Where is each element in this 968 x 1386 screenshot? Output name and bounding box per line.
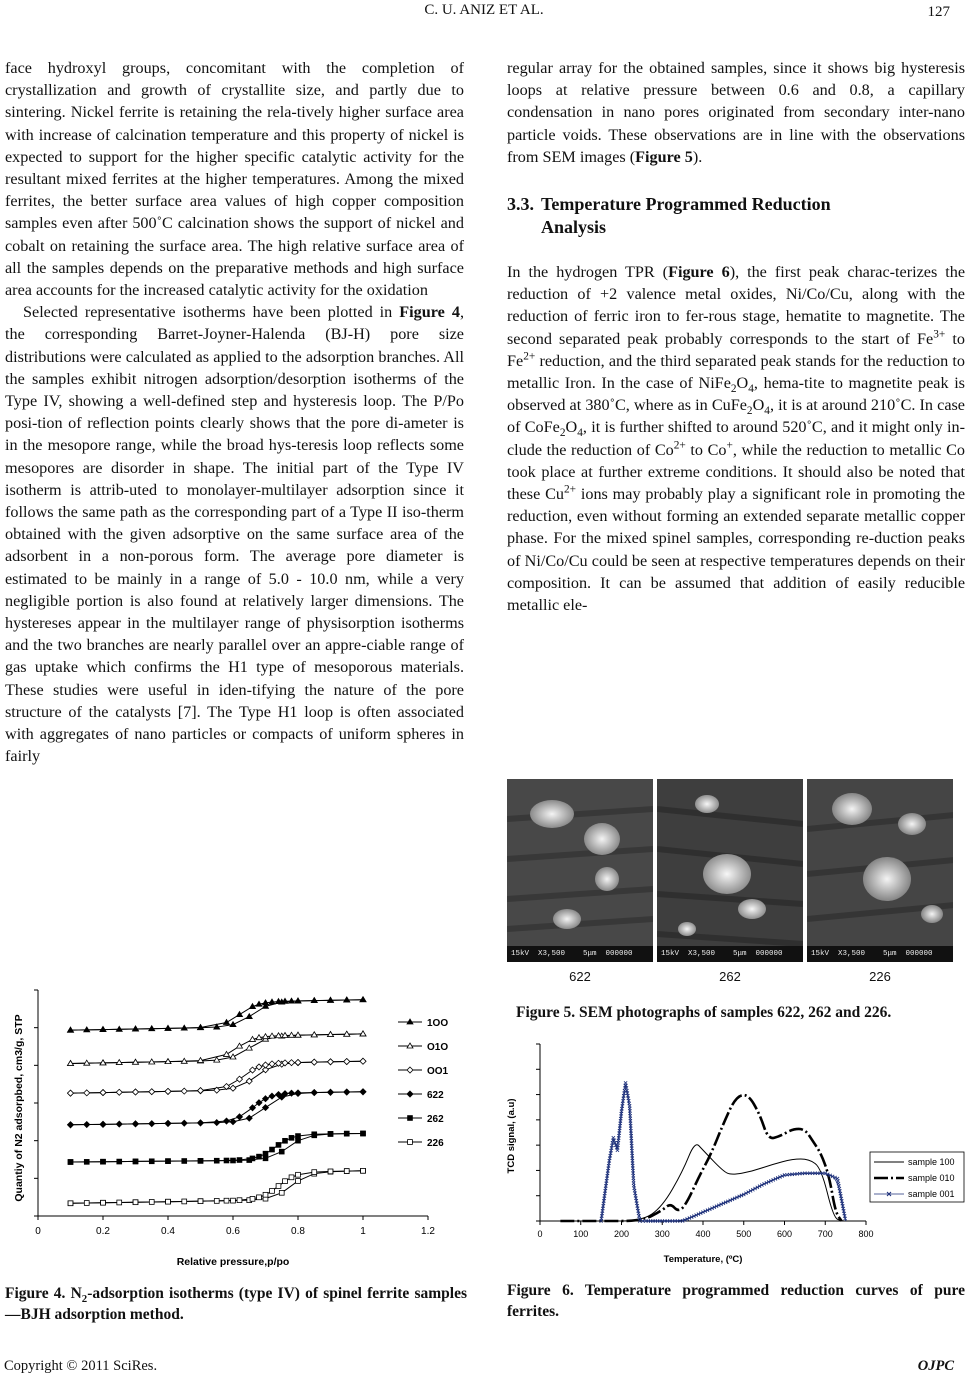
data-point-diamond (133, 1121, 139, 1127)
data-point-diamond (237, 1114, 243, 1120)
data-point-square (117, 1200, 122, 1205)
sem-image-262 (657, 779, 803, 962)
isotherm-desorption-line (71, 1133, 364, 1162)
data-point-diamond (246, 1078, 252, 1084)
data-point-diamond (344, 1089, 350, 1095)
data-point-triangle (224, 1019, 230, 1024)
x-tick-label: 1 (360, 1226, 366, 1237)
data-point-square (149, 1200, 154, 1205)
x-tick-label: 800 (858, 1229, 874, 1239)
x-tick-label: 0.6 (226, 1226, 240, 1237)
data-point-diamond (360, 1089, 366, 1095)
paragraph-hysteresis (507, 57, 965, 168)
sem-scale-bar: 15kV X3,500 5μm 000000 (657, 946, 803, 962)
caption-text: -adsorption isotherms (type IV) of spinel ferrite samples—BJH adsorption method. (5, 1285, 467, 1323)
data-point-square (344, 1169, 349, 1174)
data-point-diamond (407, 1067, 413, 1073)
data-point-square (250, 1156, 255, 1161)
sem-image-226 (807, 779, 953, 962)
data-point-square (68, 1201, 73, 1206)
x-tick-label: 500 (736, 1229, 752, 1239)
data-point-square (231, 1158, 236, 1163)
superscript: 2+ (523, 350, 536, 363)
data-point-square (84, 1159, 89, 1164)
subscript: 2 (81, 1293, 88, 1306)
sem-label-622: 622 (569, 969, 591, 984)
running-header-author: C. U. ANIZ ET AL. (424, 2, 544, 18)
text-run: , the corresponding Barret-Joyner-Halenda (BJ-H) pore size distributions were calculated as applied to the adsorption branches. All the samples exhibit nitrogen adsorption/desorption isotherms of the Type IV, showing a well-defined step and hysteresis loop. The P/Po posi-tion of reflection points clearly shows that the pore di-ameter is in the mesopore range, while the broad hys-teresis loop reflects some mesopores are disorder in shape. The initial part of the Type IV isotherm is attrib-uted to monolayer-multilayer adsorption since it follows the same path as the corresponding part of a Type II iso-therm obtained with the given adsorptive on the same surface area of the adsorbent in a non-porous form. The average pore diameter is estimated to be mainly in a range of 5.0 - 10.0 nm, while a very negligible portion is also found at relatively larger dimensions. The hystereses appear in the multilayer range of physisorption isotherms and the two branches are nearly parallel over an appre-ciable range of gas uptake which confirms the H1 type of mesoporous materials. These studies were useful in iden-tifying the nature of the pore structure of the catalysts [7]. The Type H1 loop is often associated with aggregates of nano particles or compacts of uniform spheres in fairly (5, 303, 464, 766)
data-point-square (250, 1196, 255, 1201)
data-point-diamond (289, 1060, 295, 1066)
sem-texture (507, 779, 653, 962)
data-point-square (361, 1168, 366, 1173)
sem-label-262: 262 (719, 969, 741, 984)
data-point-square (263, 1151, 268, 1156)
x-tick-label: 100 (573, 1229, 589, 1239)
text-run: Selected representative isotherms have been plotted in (23, 303, 400, 322)
data-point-square (312, 1132, 317, 1137)
figure-6-tpr-chart (500, 1036, 968, 1268)
paragraph-isotherms (5, 301, 464, 767)
x-axis-label: Temperature, (ºC) (663, 1254, 743, 1265)
x-tick-label: 1.2 (421, 1226, 435, 1237)
data-point-diamond (84, 1122, 90, 1128)
x-tick-label: 0 (35, 1226, 41, 1237)
data-point-square (224, 1158, 229, 1163)
text-run: O (565, 418, 578, 437)
data-point-square (270, 1189, 275, 1194)
superscript: 2+ (673, 439, 686, 452)
chart-axes (536, 1044, 874, 1239)
page-number: 127 (927, 4, 950, 20)
figure-5-sem-panel (507, 779, 965, 991)
sem-texture (807, 779, 953, 962)
data-point-square (101, 1159, 106, 1164)
data-point-square (296, 1179, 301, 1184)
data-point-square (166, 1159, 171, 1164)
data-point-diamond (230, 1085, 236, 1091)
data-point-diamond (263, 1096, 269, 1102)
data-point-square (257, 1154, 262, 1159)
data-point-square (289, 1175, 294, 1180)
data-point-triangle (360, 997, 366, 1002)
data-point-square (214, 1158, 219, 1163)
data-point-diamond (295, 1090, 301, 1096)
data-point-square (312, 1170, 317, 1175)
running-header (0, 0, 968, 30)
data-point-triangle (246, 1014, 252, 1019)
figure-6-reference[interactable]: Figure 6 (668, 263, 730, 282)
data-point-diamond (256, 1064, 262, 1070)
data-point-square (283, 1138, 288, 1143)
sem-scale-bar: 15kV X3,500 5μm 000000 (807, 946, 953, 962)
data-point-diamond (344, 1059, 350, 1065)
data-point-square (237, 1198, 242, 1203)
section-number: 3.3. (507, 194, 534, 215)
data-point-square (117, 1159, 122, 1164)
sem-scale-bar: 15kV X3,500 5μm 000000 (507, 946, 653, 962)
figure-6-caption: Figure 6. Temperature programmed reduction curves of pure ferrites. (507, 1282, 965, 1320)
text-run: regular array for the obtained samples, since it shows big hysteresis loops at relative pressure between 0.6 and 0.8, a capillary condensation in nano pores originated from secondary inter-nano particle voids. These observations are in line with the observations from SEM images ( (507, 59, 965, 166)
data-point-triangle (237, 1012, 243, 1017)
text-run: , while the reduction to metallic Co took place at further extreme conditions. It should also be noted that these Cu (507, 440, 965, 504)
x-tick-label: 0.8 (291, 1226, 305, 1237)
data-point-square (231, 1198, 236, 1203)
legend-label: 622 (427, 1090, 444, 1101)
x-tick-label: 600 (776, 1229, 793, 1239)
data-point-square (224, 1198, 229, 1203)
data-point-diamond (116, 1089, 122, 1095)
superscript: + (726, 439, 733, 452)
data-point-diamond (214, 1120, 220, 1126)
data-point-square (133, 1200, 138, 1205)
legend-label: sample 010 (908, 1173, 955, 1183)
chart-series (560, 1081, 847, 1222)
superscript: 3+ (933, 328, 946, 341)
figure-5-caption: Figure 5. SEM photographs of samples 622, 262 and 226. (516, 1004, 892, 1021)
data-point-diamond (311, 1059, 317, 1065)
data-point-diamond (328, 1089, 334, 1095)
x-axis-label: Relative pressure,p/po (176, 1256, 290, 1268)
section-title-line-2: Analysis (541, 217, 607, 238)
data-point-square (276, 1143, 281, 1148)
data-point-diamond (198, 1120, 204, 1126)
x-tick-label: 700 (817, 1229, 833, 1239)
legend-label: 262 (427, 1114, 444, 1125)
text-run: O (736, 374, 749, 393)
legend-label: 226 (427, 1138, 444, 1149)
sem-label-226: 226 (869, 969, 891, 984)
data-point-diamond (165, 1120, 171, 1126)
right-column (507, 57, 965, 616)
data-point-diamond (407, 1091, 413, 1097)
data-point-square (84, 1201, 89, 1206)
data-point-triangle (230, 1054, 236, 1059)
text-run: ). (692, 147, 703, 166)
data-point-square (149, 1159, 154, 1164)
data-point-diamond (328, 1059, 334, 1065)
figure-4-caption (5, 1283, 467, 1325)
paragraph-tpr (507, 261, 965, 616)
tpr-curve-sample-001 (601, 1089, 846, 1221)
data-point-square (276, 1184, 281, 1189)
data-point-square (198, 1158, 203, 1163)
data-point-square (344, 1131, 349, 1136)
data-point-diamond (100, 1090, 106, 1096)
data-point-square (296, 1172, 301, 1177)
subscript: 4 (577, 427, 583, 440)
text-run: ions may probably play a significant role in promoting the reduction, even without forming an extended separate metallic copper phase. For the mixed spinel samples, corresponding re-duction peaks of Ni/Co/Cu could be seen at respective temperatures depends on their composition. It can be assumed that addition of easily reducible metallic ele- (507, 485, 966, 615)
text-run: O (752, 396, 765, 415)
data-point-square (214, 1199, 219, 1204)
legend-label: OO1 (427, 1066, 449, 1077)
data-point-square (270, 1147, 275, 1152)
subscript: 2 (746, 405, 753, 418)
chart-legend (398, 1018, 449, 1149)
data-point-square (279, 1149, 284, 1154)
legend-label: 1OO (427, 1018, 449, 1029)
x-tick-label: 300 (654, 1229, 670, 1239)
copyright-notice: Copyright © 2011 SciRes. (4, 1358, 158, 1374)
data-point-triangle (246, 1045, 252, 1050)
data-point-triangle (360, 1031, 366, 1036)
caption-text: Figure 4. N (5, 1285, 82, 1302)
y-axis-label: TCD signal, (a.u) (506, 1098, 517, 1174)
data-point-square (101, 1200, 106, 1205)
figure-5-reference[interactable]: Figure 5 (635, 147, 693, 166)
data-point-square (263, 1192, 268, 1197)
text-run: In the hydrogen TPR ( (507, 263, 669, 282)
data-point-diamond (263, 1105, 269, 1111)
data-point-diamond (84, 1090, 90, 1096)
sem-image-622 (507, 779, 653, 962)
data-point-square (133, 1159, 138, 1164)
isotherm-adsorption-line (71, 1133, 364, 1161)
data-point-diamond (165, 1088, 171, 1094)
subscript: 4 (764, 405, 770, 418)
data-point-square (296, 1138, 301, 1143)
data-point-square (361, 1131, 366, 1136)
data-point-square (237, 1158, 242, 1163)
data-point-diamond (100, 1121, 106, 1127)
x-tick-label: 200 (613, 1229, 630, 1239)
data-point-diamond (133, 1089, 139, 1095)
data-point-square (198, 1199, 203, 1204)
chart-legend (870, 1152, 964, 1202)
x-tick-label: 0.4 (161, 1226, 175, 1237)
data-point-diamond (237, 1076, 243, 1082)
data-point-diamond (181, 1120, 187, 1126)
chart-series (68, 997, 367, 1206)
data-point-diamond (181, 1088, 187, 1094)
data-point-diamond (263, 1062, 269, 1068)
data-point-square (328, 1131, 333, 1136)
data-point-square (289, 1135, 294, 1140)
data-point-square (328, 1169, 333, 1174)
x-tick-label: 400 (695, 1229, 711, 1239)
data-point-diamond (295, 1059, 301, 1065)
section-title-line-1: Temperature Programmed Reduction (541, 194, 831, 215)
data-point-diamond (224, 1118, 230, 1124)
text-run: , hema-tite to magnetite peak is observed at 380˚C, where as in CuFe (507, 374, 965, 415)
data-point-diamond (198, 1088, 204, 1094)
journal-name: OJPC (917, 1358, 954, 1374)
y-axis-label: Quantiy of N2 adsorpbed, cm3/g, STP (13, 1014, 25, 1202)
data-point-square (68, 1160, 73, 1165)
x-tick-label: 0 (537, 1229, 543, 1239)
text-run: to Fe (507, 329, 965, 370)
data-point-square (257, 1195, 262, 1200)
text-run: to Co (685, 440, 727, 459)
data-point-square (283, 1179, 288, 1184)
data-point-diamond (360, 1058, 366, 1064)
subscript: 2 (730, 383, 737, 396)
text-run: , it is further shifted to around 520˚C, and it might only in-clude the reduction of Co (507, 418, 966, 459)
data-point-square (263, 1156, 268, 1161)
data-point-square (182, 1159, 187, 1164)
figure-4-isotherm-chart (0, 982, 470, 1272)
data-point-square (296, 1134, 301, 1139)
data-point-square (166, 1199, 171, 1204)
paragraph-surface-area: face hydroxyl groups, concomitant with the completion of crystallization and growth of crystallite size, and partly due to sintering. Nickel ferrite is retaining the rela-tively higher surface area with increase of calcination temperature and this property of nickel is expected to support for the higher specific catalytic activity for the resultant mixed ferrites at the higher temperatures. Among the mixed ferrites, the better surface area values of high copper composition samples even after 500˚C calcination shows the support of nickel and cobalt on retaining the surface area. The high relative surface area of all the samples depends on the preparative methods and high surface area accounts for the increased catalytic activity for the oxidation (5, 59, 464, 300)
data-point-diamond (250, 1067, 256, 1073)
figure-4-reference[interactable]: Figure 4 (399, 303, 460, 322)
sem-texture (657, 779, 803, 962)
data-point-triangle (224, 1051, 230, 1056)
data-point-diamond (68, 1090, 74, 1096)
data-point-diamond (149, 1089, 155, 1095)
x-tick-label: 0.2 (96, 1226, 110, 1237)
data-point-diamond (149, 1121, 155, 1127)
data-point-diamond (116, 1121, 122, 1127)
subscript: 4 (748, 383, 754, 396)
section-heading (507, 193, 965, 239)
data-point-square (182, 1199, 187, 1204)
left-column (5, 57, 464, 768)
superscript: 2+ (563, 483, 577, 496)
subscript: 2 (559, 427, 566, 440)
data-point-diamond (269, 1061, 275, 1067)
data-point-triangle (237, 1043, 243, 1048)
data-point-diamond (246, 1115, 252, 1121)
legend-label: sample 001 (908, 1189, 955, 1199)
text-run: ), the first peak charac-terizes the reduction of +2 valence metal oxides, Ni/Co/Cu, along with the reduction of ferric iron to fer-rous stage, hematite to magnetite. The second separated peak probably corresponds to the start of Fe (507, 263, 965, 348)
data-point-square (279, 1190, 284, 1195)
legend-label: sample 100 (908, 1157, 955, 1167)
data-point-square (408, 1140, 413, 1145)
legend-label: O1O (427, 1042, 449, 1053)
data-point-diamond (269, 1093, 275, 1099)
text-run: reduction, and the third separated peak stands for the reduction to metallic Iron. In the case of NiFe (507, 351, 965, 393)
data-point-diamond (311, 1090, 317, 1096)
text-run: , it is at around 210˚C. In case of CoFe (507, 396, 965, 437)
data-point-diamond (68, 1122, 74, 1128)
data-point-square (408, 1116, 413, 1121)
